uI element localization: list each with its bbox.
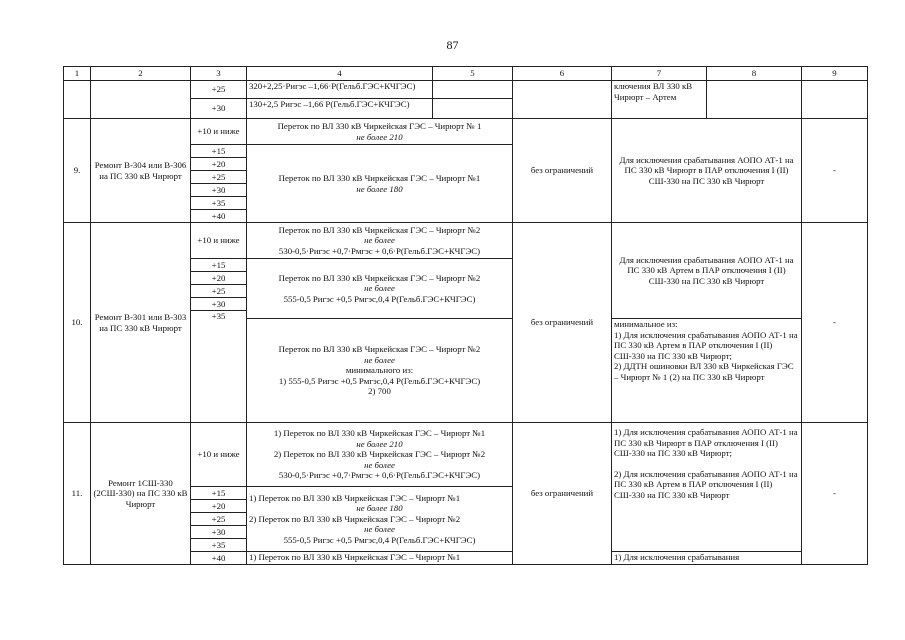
limits-cell [513,81,612,119]
temperature-cell: +15 [191,145,247,158]
col8-cell [707,81,802,119]
note-cell: - [802,423,868,565]
temperature-cell: +40 [191,552,247,565]
temperature-cell: +25 [191,285,247,298]
flow-formula: 530-0,5·Pигэс +0,7·Pмгэс + 0,6·P(Гельб.ГЭС+КЧГЭС) [278,245,481,256]
repair-name-cell: Ремонт В-304 или В-306 на ПС 330 кВ Чирюрт [91,119,191,223]
row-number-cell: 10. [64,223,91,423]
flow-min-label: минимального из: [345,365,414,376]
reason-line: минимальное из: [614,319,678,329]
flow-formula: 1) 555-0,5 Pигэс +0,5 Pмгэс,0,4 P(Гельб.ГЭС+КЧГЭС) [278,375,481,386]
table-row [64,223,868,259]
note-cell: - [802,223,868,423]
flow-formula-cell: 320+2,25·Pигэс –1,66·P(Гельб.ГЭС+КЧГЭС) [247,81,433,99]
temperature-cell: +30 [191,99,247,119]
header-cell: 6 [513,67,612,81]
row-number-cell: 9. [64,119,91,223]
temperature-cell: +30 [191,298,247,311]
flow-limit-cell [247,223,513,259]
flow-limit-value: не более [364,235,395,246]
temperature-cell: +20 [191,272,247,285]
flow-limit-value: не более [364,459,395,470]
flow-limit-cell [247,487,513,552]
temperature-cell: +30 [191,184,247,197]
flow-limit-cell [247,259,513,319]
header-cell: 1 [64,67,91,81]
reason-cell: ключения ВЛ 330 кВ Чирюрт – Артем [612,81,707,119]
table-row [64,119,868,145]
temperature-cell: +40 [191,210,247,223]
temperature-cell: +20 [191,158,247,171]
table-row [64,423,868,487]
repair-name-cell: Ремонт В-301 или В-303 на ПС 330 кВ Чирюрт [91,223,191,423]
temperature-cell: +10 и ниже [191,119,247,145]
temperature-cell: +30 [191,526,247,539]
limits-table [63,66,868,565]
flow-limit-value: 2) 700 [368,386,391,397]
flow-line: Переток по ВЛ 330 кВ Чиркейская ГЭС – Чирюрт №2 [278,344,481,355]
header-cell: 7 [612,67,707,81]
temperature-cell: +35 [191,197,247,210]
reason-cell: 1) Для исключения срабатывания [612,552,802,565]
note-cell [802,81,868,119]
reason-cell: Для исключения срабатывания АОПО АТ-1 на ПС 330 кВ Артем в ПАР отключения I (II) СШ-330 на ПС 330 кВ Чирюрт [612,223,802,319]
flow-line: Переток по ВЛ 330 кВ Чиркейская ГЭС – Чирюрт №2 [278,272,481,283]
temperature-cell: +35 [191,311,247,423]
flow-limit-value: не более 210 [356,438,403,449]
flow-formula: 530-0,5·Pигэс +0,7·Pмгэс + 0,6·P(Гельб.ГЭС+КЧГЭС) [278,470,481,481]
temperature-cell: +20 [191,500,247,513]
flow-line: 1) Переток по ВЛ 330 кВ Чиркейская ГЭС – Чирюрт №1 [249,492,461,503]
reason-line: 1) Для исключения срабатывания АОПО АТ-1 на ПС 330 кВ Артем в ПАР отключения I (II) СШ-330 на ПС 330 кВ Чирюрт; [614,329,798,361]
flow-limit-cell [247,119,513,145]
temperature-cell: +25 [191,513,247,526]
header-cell: 8 [707,67,802,81]
temperature-cell: +15 [191,487,247,500]
flow-limit-value: не более 180 [356,503,403,514]
reason-line: 2) ДДТН ошиновки ВЛ 330 кВ Чиркейская ГЭС – Чирюрт № 1 (2) на ПС 330 кВ Чирюрт [614,361,794,382]
temperature-cell: +35 [191,539,247,552]
note-cell: - [802,119,868,223]
flow-limit-value: не более 180 [356,183,403,194]
limits-cell: без ограничений [513,119,612,223]
flow-formula: 555-0,5 Pигэс +0,5 Pмгэс,0,4 P(Гельб.ГЭС+КЧГЭС) [283,293,476,304]
repair-name-cell: Ремонт 1СШ-330 (2СШ-330) на ПС 330 кВ Чирюрт [91,423,191,565]
limits-cell: без ограничений [513,423,612,565]
header-row [64,67,868,81]
repair-name-cell [91,81,191,119]
page-number: 87 [446,38,459,52]
flow-line: Переток по ВЛ 330 кВ Чиркейская ГЭС – Чирюрт № 1 [277,120,482,131]
header-cell: 2 [91,67,191,81]
flow-limit-cell: 1) Переток по ВЛ 330 кВ Чиркейская ГЭС – Чирюрт №1 [247,552,513,565]
flow-line: Переток по ВЛ 330 кВ Чиркейская ГЭС – Чирюрт №2 [278,224,481,235]
temperature-cell: +25 [191,81,247,99]
reason-line: 1) Для исключения срабатывания АОПО АТ-1 на ПС 330 кВ Чирюрт в ПАР отключения I (II) СШ-330 на ПС 330 кВ Чирюрт; [614,427,798,459]
table-row [64,81,868,99]
flow-limit-value: не более [364,283,395,294]
flow-limit-cell [247,423,513,487]
row-number-cell [64,81,91,119]
row-number-cell: 11. [64,423,91,565]
reason-line: 2) Для исключения срабатывания АОПО АТ-1 на ПС 330 кВ Артем в ПАР отключения I (II) СШ-330 на ПС 330 кВ Чирюрт [614,468,798,500]
temperature-cell: +10 и ниже [191,423,247,487]
reason-cell [612,423,802,552]
temperature-cell: +15 [191,259,247,272]
temperature-cell: +10 и ниже [191,223,247,259]
flow-limit-cell [247,145,513,223]
flow-limit-value: не более 210 [356,131,403,142]
col5-cell [433,81,513,99]
col5-cell [433,99,513,119]
flow-limit-cell [247,319,513,423]
reason-cell [612,319,802,423]
flow-line: 2) Переток по ВЛ 330 кВ Чиркейская ГЭС – Чирюрт №2 [249,513,461,524]
header-cell: 4 [247,67,433,81]
flow-limit-value: не более [364,524,395,535]
reason-cell: Для исключения срабатывания АОПО АТ-1 на ПС 330 кВ Чирюрт в ПАР отключения I (II) СШ-330 на ПС 330 кВ Чирюрт [612,119,802,223]
header-cell: 5 [433,67,513,81]
header-cell: 9 [802,67,868,81]
flow-limit-value: не более [364,354,395,365]
temperature-cell: +25 [191,171,247,184]
flow-line: 2) Переток по ВЛ 330 кВ Чиркейская ГЭС – Чирюрт №2 [273,449,486,460]
header-cell: 3 [191,67,247,81]
flow-line: Переток по ВЛ 330 кВ Чиркейская ГЭС – Чирюрт №1 [278,172,481,183]
limits-cell: без ограничений [513,223,612,423]
flow-formula-cell: 130+2,5 Pигэс –1,66 P(Гельб.ГЭС+КЧГЭС) [247,99,433,119]
flow-line: 1) Переток по ВЛ 330 кВ Чиркейская ГЭС – Чирюрт №1 [273,428,486,439]
flow-formula: 555-0,5 Pигэс +0,5 Pмгэс,0,4 P(Гельб.ГЭС+КЧГЭС) [283,534,476,545]
